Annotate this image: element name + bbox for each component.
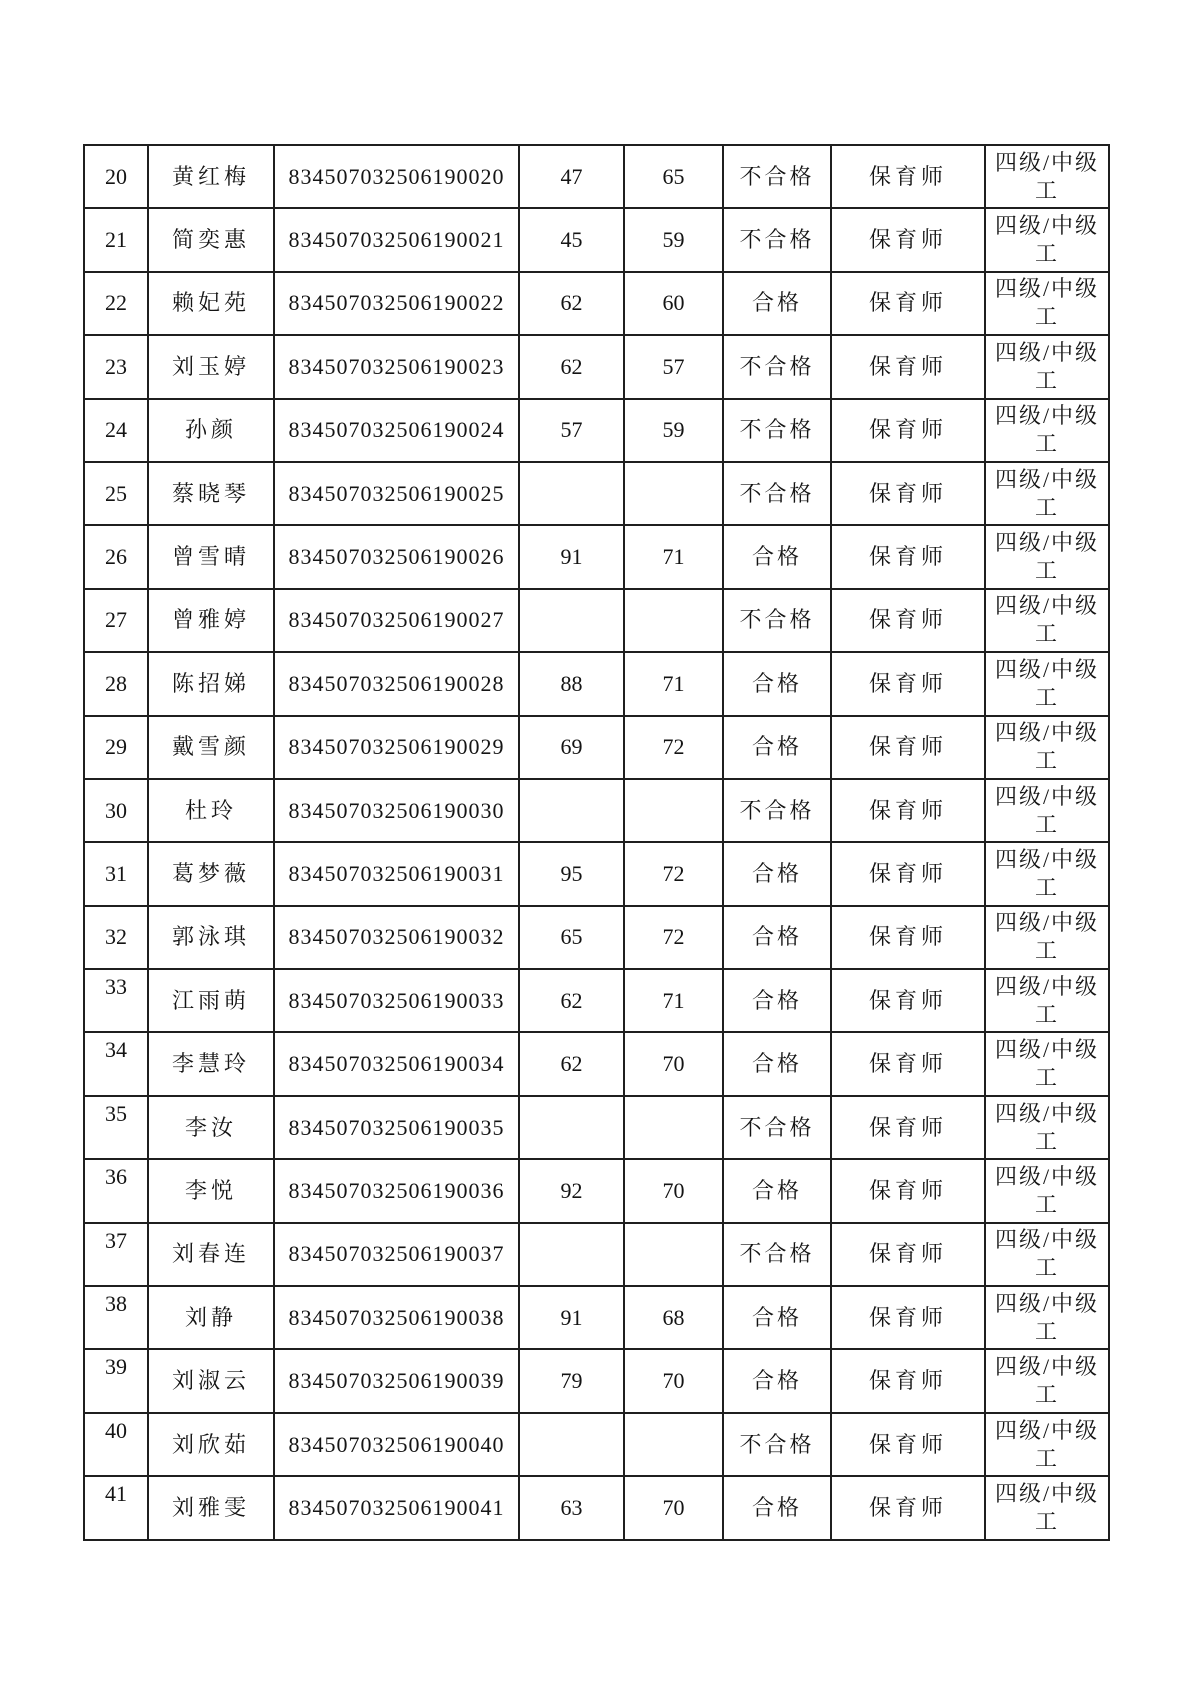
- row-number-cell: 29: [84, 716, 148, 779]
- result-cell: 合格: [723, 842, 831, 905]
- practical-score-cell: [624, 462, 723, 525]
- table-row: [84, 969, 1109, 1032]
- table-row: [84, 462, 1109, 525]
- row-number-cell: 23: [84, 335, 148, 398]
- occupation-cell: 保育师: [831, 462, 985, 525]
- table-row: [84, 842, 1109, 905]
- practical-score-cell: 59: [624, 208, 723, 271]
- theory-score-cell: 62: [519, 1032, 624, 1095]
- table-row: [84, 589, 1109, 652]
- result-cell: 合格: [723, 1349, 831, 1412]
- table-row: [84, 1476, 1109, 1539]
- candidate-name-cell: 杜玲: [148, 779, 274, 842]
- occupation-cell: 保育师: [831, 208, 985, 271]
- level-cell: 四级/中级工: [985, 589, 1109, 652]
- exam-id-cell: 834507032506190031: [274, 842, 519, 905]
- result-cell: 不合格: [723, 399, 831, 462]
- table-row: [84, 716, 1109, 779]
- occupation-cell: 保育师: [831, 335, 985, 398]
- practical-score-cell: 71: [624, 652, 723, 715]
- theory-score-cell: [519, 779, 624, 842]
- candidate-name-cell: 刘欣茹: [148, 1413, 274, 1476]
- candidate-name-cell: 刘淑云: [148, 1349, 274, 1412]
- exam-id-cell: 834507032506190030: [274, 779, 519, 842]
- candidate-name-cell: 刘雅雯: [148, 1476, 274, 1539]
- table-row: [84, 272, 1109, 335]
- theory-score-cell: 63: [519, 1476, 624, 1539]
- result-cell: 不合格: [723, 589, 831, 652]
- table-row: [84, 906, 1109, 969]
- candidate-name-cell: 戴雪颜: [148, 716, 274, 779]
- table-row: [84, 399, 1109, 462]
- occupation-cell: 保育师: [831, 1032, 985, 1095]
- result-cell: 合格: [723, 525, 831, 588]
- exam-id-cell: 834507032506190021: [274, 208, 519, 271]
- candidate-name-cell: 赖妃苑: [148, 272, 274, 335]
- exam-id-cell: 834507032506190028: [274, 652, 519, 715]
- result-cell: 不合格: [723, 1413, 831, 1476]
- practical-score-cell: 70: [624, 1159, 723, 1222]
- level-cell: 四级/中级工: [985, 1096, 1109, 1159]
- level-cell: 四级/中级工: [985, 399, 1109, 462]
- result-cell: 合格: [723, 1159, 831, 1222]
- level-cell: 四级/中级工: [985, 1159, 1109, 1222]
- row-number-cell: 32: [84, 906, 148, 969]
- occupation-cell: 保育师: [831, 779, 985, 842]
- practical-score-cell: 65: [624, 145, 723, 208]
- theory-score-cell: 45: [519, 208, 624, 271]
- exam-id-cell: 834507032506190035: [274, 1096, 519, 1159]
- row-number-cell: 22: [84, 272, 148, 335]
- result-cell: 不合格: [723, 462, 831, 525]
- practical-score-cell: 70: [624, 1349, 723, 1412]
- table-row: [84, 335, 1109, 398]
- candidate-name-cell: 蔡晓琴: [148, 462, 274, 525]
- row-number-cell: 26: [84, 525, 148, 588]
- exam-id-cell: 834507032506190025: [274, 462, 519, 525]
- candidate-name-cell: 李悦: [148, 1159, 274, 1222]
- result-cell: 合格: [723, 272, 831, 335]
- row-number-cell: 28: [84, 652, 148, 715]
- theory-score-cell: 65: [519, 906, 624, 969]
- occupation-cell: 保育师: [831, 1476, 985, 1539]
- level-cell: 四级/中级工: [985, 335, 1109, 398]
- occupation-cell: 保育师: [831, 842, 985, 905]
- exam-id-cell: 834507032506190038: [274, 1286, 519, 1349]
- occupation-cell: 保育师: [831, 589, 985, 652]
- table-row: [84, 1159, 1109, 1222]
- candidate-name-cell: 葛梦薇: [148, 842, 274, 905]
- occupation-cell: 保育师: [831, 969, 985, 1032]
- practical-score-cell: 70: [624, 1032, 723, 1095]
- theory-score-cell: [519, 1096, 624, 1159]
- theory-score-cell: 92: [519, 1159, 624, 1222]
- exam-id-cell: 834507032506190036: [274, 1159, 519, 1222]
- level-cell: 四级/中级工: [985, 462, 1109, 525]
- result-cell: 合格: [723, 716, 831, 779]
- theory-score-cell: 47: [519, 145, 624, 208]
- occupation-cell: 保育师: [831, 1096, 985, 1159]
- result-cell: 合格: [723, 969, 831, 1032]
- candidate-name-cell: 李汝: [148, 1096, 274, 1159]
- practical-score-cell: [624, 1223, 723, 1286]
- row-number-cell: 24: [84, 399, 148, 462]
- exam-id-cell: 834507032506190020: [274, 145, 519, 208]
- level-cell: 四级/中级工: [985, 906, 1109, 969]
- result-cell: 不合格: [723, 335, 831, 398]
- practical-score-cell: 71: [624, 525, 723, 588]
- table-row: [84, 779, 1109, 842]
- exam-id-cell: 834507032506190032: [274, 906, 519, 969]
- row-number-cell: 41: [84, 1476, 148, 1539]
- theory-score-cell: 62: [519, 969, 624, 1032]
- occupation-cell: 保育师: [831, 272, 985, 335]
- level-cell: 四级/中级工: [985, 1413, 1109, 1476]
- level-cell: 四级/中级工: [985, 652, 1109, 715]
- occupation-cell: 保育师: [831, 145, 985, 208]
- level-cell: 四级/中级工: [985, 1286, 1109, 1349]
- candidate-name-cell: 简奕惠: [148, 208, 274, 271]
- result-cell: 不合格: [723, 145, 831, 208]
- candidate-name-cell: 郭泳琪: [148, 906, 274, 969]
- exam-id-cell: 834507032506190040: [274, 1413, 519, 1476]
- candidate-name-cell: 曾雪晴: [148, 525, 274, 588]
- level-cell: 四级/中级工: [985, 145, 1109, 208]
- table-row: [84, 1413, 1109, 1476]
- candidate-name-cell: 刘春连: [148, 1223, 274, 1286]
- exam-id-cell: 834507032506190039: [274, 1349, 519, 1412]
- theory-score-cell: 91: [519, 1286, 624, 1349]
- exam-id-cell: 834507032506190033: [274, 969, 519, 1032]
- practical-score-cell: [624, 1096, 723, 1159]
- result-cell: 不合格: [723, 779, 831, 842]
- table-row: [84, 1286, 1109, 1349]
- theory-score-cell: [519, 462, 624, 525]
- theory-score-cell: [519, 1413, 624, 1476]
- level-cell: 四级/中级工: [985, 779, 1109, 842]
- exam-id-cell: 834507032506190023: [274, 335, 519, 398]
- result-cell: 不合格: [723, 1096, 831, 1159]
- result-cell: 不合格: [723, 208, 831, 271]
- level-cell: 四级/中级工: [985, 1032, 1109, 1095]
- exam-id-cell: 834507032506190029: [274, 716, 519, 779]
- result-cell: 不合格: [723, 1223, 831, 1286]
- theory-score-cell: 62: [519, 272, 624, 335]
- candidate-name-cell: 陈招娣: [148, 652, 274, 715]
- result-cell: 合格: [723, 1286, 831, 1349]
- row-number-cell: 31: [84, 842, 148, 905]
- level-cell: 四级/中级工: [985, 272, 1109, 335]
- table-row: [84, 652, 1109, 715]
- table-row: [84, 525, 1109, 588]
- candidate-name-cell: 曾雅婷: [148, 589, 274, 652]
- practical-score-cell: 70: [624, 1476, 723, 1539]
- practical-score-cell: 72: [624, 842, 723, 905]
- exam-id-cell: 834507032506190027: [274, 589, 519, 652]
- row-number-cell: 25: [84, 462, 148, 525]
- occupation-cell: 保育师: [831, 906, 985, 969]
- occupation-cell: 保育师: [831, 1413, 985, 1476]
- theory-score-cell: 69: [519, 716, 624, 779]
- row-number-cell: 37: [84, 1223, 148, 1286]
- theory-score-cell: 79: [519, 1349, 624, 1412]
- practical-score-cell: 72: [624, 716, 723, 779]
- practical-score-cell: 68: [624, 1286, 723, 1349]
- candidate-name-cell: 孙颜: [148, 399, 274, 462]
- candidate-name-cell: 刘玉婷: [148, 335, 274, 398]
- occupation-cell: 保育师: [831, 716, 985, 779]
- practical-score-cell: [624, 779, 723, 842]
- theory-score-cell: 91: [519, 525, 624, 588]
- occupation-cell: 保育师: [831, 1223, 985, 1286]
- table-row: [84, 145, 1109, 208]
- practical-score-cell: 59: [624, 399, 723, 462]
- row-number-cell: 20: [84, 145, 148, 208]
- candidate-name-cell: 刘静: [148, 1286, 274, 1349]
- theory-score-cell: [519, 1223, 624, 1286]
- row-number-cell: 40: [84, 1413, 148, 1476]
- occupation-cell: 保育师: [831, 399, 985, 462]
- row-number-cell: 39: [84, 1349, 148, 1412]
- candidate-name-cell: 黄红梅: [148, 145, 274, 208]
- row-number-cell: 38: [84, 1286, 148, 1349]
- result-cell: 合格: [723, 652, 831, 715]
- theory-score-cell: 57: [519, 399, 624, 462]
- candidate-name-cell: 李慧玲: [148, 1032, 274, 1095]
- level-cell: 四级/中级工: [985, 525, 1109, 588]
- occupation-cell: 保育师: [831, 1349, 985, 1412]
- level-cell: 四级/中级工: [985, 842, 1109, 905]
- level-cell: 四级/中级工: [985, 1476, 1109, 1539]
- theory-score-cell: 62: [519, 335, 624, 398]
- theory-score-cell: 88: [519, 652, 624, 715]
- occupation-cell: 保育师: [831, 652, 985, 715]
- candidate-name-cell: 江雨萌: [148, 969, 274, 1032]
- row-number-cell: 27: [84, 589, 148, 652]
- theory-score-cell: [519, 589, 624, 652]
- exam-id-cell: 834507032506190037: [274, 1223, 519, 1286]
- practical-score-cell: 60: [624, 272, 723, 335]
- row-number-cell: 36: [84, 1159, 148, 1222]
- practical-score-cell: [624, 589, 723, 652]
- table-row: [84, 1096, 1109, 1159]
- level-cell: 四级/中级工: [985, 969, 1109, 1032]
- exam-id-cell: 834507032506190041: [274, 1476, 519, 1539]
- occupation-cell: 保育师: [831, 1286, 985, 1349]
- row-number-cell: 34: [84, 1032, 148, 1095]
- level-cell: 四级/中级工: [985, 1223, 1109, 1286]
- result-cell: 合格: [723, 1476, 831, 1539]
- practical-score-cell: 71: [624, 969, 723, 1032]
- results-table: [83, 144, 1110, 1541]
- table-row: [84, 1349, 1109, 1412]
- row-number-cell: 30: [84, 779, 148, 842]
- table-row: [84, 1223, 1109, 1286]
- level-cell: 四级/中级工: [985, 716, 1109, 779]
- results-table-body: [84, 145, 1109, 1540]
- practical-score-cell: [624, 1413, 723, 1476]
- occupation-cell: 保育师: [831, 1159, 985, 1222]
- result-cell: 合格: [723, 906, 831, 969]
- exam-id-cell: 834507032506190026: [274, 525, 519, 588]
- table-row: [84, 1032, 1109, 1095]
- exam-id-cell: 834507032506190034: [274, 1032, 519, 1095]
- result-cell: 合格: [723, 1032, 831, 1095]
- practical-score-cell: 72: [624, 906, 723, 969]
- theory-score-cell: 95: [519, 842, 624, 905]
- table-row: [84, 208, 1109, 271]
- level-cell: 四级/中级工: [985, 208, 1109, 271]
- row-number-cell: 33: [84, 969, 148, 1032]
- level-cell: 四级/中级工: [985, 1349, 1109, 1412]
- practical-score-cell: 57: [624, 335, 723, 398]
- row-number-cell: 35: [84, 1096, 148, 1159]
- row-number-cell: 21: [84, 208, 148, 271]
- occupation-cell: 保育师: [831, 525, 985, 588]
- exam-id-cell: 834507032506190024: [274, 399, 519, 462]
- exam-id-cell: 834507032506190022: [274, 272, 519, 335]
